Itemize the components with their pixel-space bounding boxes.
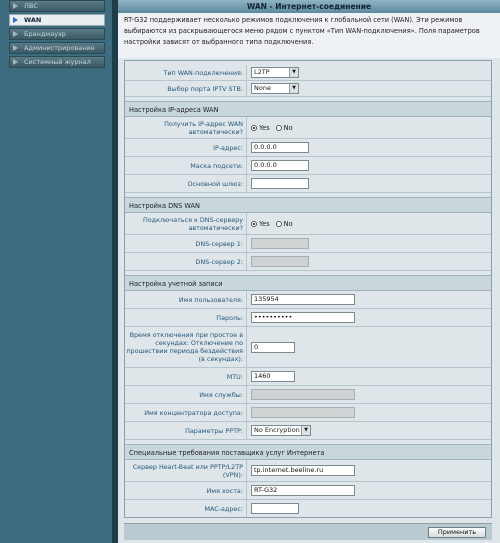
heartbeat-row: [125, 460, 491, 482]
iptv-port-row: [125, 81, 491, 97]
dns-auto-no-radio[interactable]: [276, 220, 293, 228]
wan-type-value: L2TP: [254, 68, 270, 76]
password-input[interactable]: ••••••••••: [251, 312, 355, 323]
arrow-icon: [13, 45, 18, 51]
dns-auto-yes-label: Yes: [259, 219, 270, 228]
sidebar-item-firewall[interactable]: [9, 28, 105, 40]
dns2-row: [125, 253, 491, 271]
gateway-input[interactable]: [251, 178, 309, 189]
footer-bar: [124, 523, 492, 540]
username-label: Имя пользователя:: [178, 295, 243, 304]
idle-time-input[interactable]: 0: [251, 342, 295, 353]
ip-address-label: IP-адрес:: [213, 143, 243, 152]
dns-section-title: Настройка DNS WAN: [125, 197, 491, 213]
dns1-label: DNS-сервер 1:: [195, 239, 243, 248]
pptp-options-select[interactable]: [251, 425, 311, 436]
dns2-input: [251, 256, 309, 267]
isp-section-title: Специальные требования поставщика услуг Интернета: [125, 444, 491, 460]
ip-auto-yes-radio[interactable]: [251, 124, 270, 132]
wan-type-label: Тип WAN-подключения:: [163, 68, 243, 77]
ip-auto-no-label: No: [283, 123, 293, 132]
arrow-icon: [13, 59, 18, 65]
heartbeat-input[interactable]: tp.internet.beeline.ru: [251, 465, 355, 476]
iptv-port-select[interactable]: [251, 83, 299, 94]
wan-type-row: [125, 65, 491, 81]
wan-type-select[interactable]: [251, 67, 299, 78]
chevron-down-icon: ▼: [289, 84, 298, 93]
gateway-row: [125, 175, 491, 193]
arrow-icon: [13, 17, 18, 23]
radio-unchecked-icon: [276, 125, 282, 131]
concentrator-row: [125, 404, 491, 422]
ip-auto-yes-label: Yes: [259, 123, 270, 132]
settings-table: [124, 60, 492, 518]
service-name-label: Имя службы:: [199, 390, 243, 399]
subnet-mask-input[interactable]: 0.0.0.0: [251, 160, 309, 171]
pptp-options-row: [125, 422, 491, 440]
sidebar-menu: [9, 0, 105, 70]
ip-section-title: Настройка IP-адреса WAN: [125, 101, 491, 117]
ip-address-input[interactable]: 0.0.0.0: [251, 142, 309, 153]
sidebar-item-label: Администрирование: [24, 44, 95, 52]
idle-time-label: Время отключения при простое в секундах: Отключение по прошествии периода бездействия (в секундах):: [126, 331, 243, 363]
iptv-port-value: None: [254, 84, 271, 92]
chevron-down-icon: ▼: [301, 426, 310, 435]
sidebar-item-label: ЛВС: [24, 2, 38, 10]
heartbeat-label: Сервер Heart-Beat или PPTP/L2TP (VPN):: [132, 462, 243, 479]
chevron-down-icon: ▼: [289, 68, 298, 77]
dns-auto-row: [125, 213, 491, 235]
sidebar-item-label: Брандмауэр: [24, 30, 66, 38]
mac-address-input[interactable]: [251, 503, 299, 514]
sidebar-item-label: Системный журнал: [24, 58, 91, 66]
radio-checked-icon: [251, 221, 257, 227]
subnet-mask-row: [125, 157, 491, 175]
iptv-port-label: Выбор порта IPTV STB:: [167, 84, 243, 93]
pptp-options-label: Параметры PPTP:: [185, 426, 243, 435]
dns1-row: [125, 235, 491, 253]
concentrator-input: [251, 407, 355, 418]
password-row: [125, 309, 491, 327]
sidebar-item-wan[interactable]: [9, 14, 105, 26]
page-description: RT-G32 поддерживает несколько режимов подключения к глобальной сети (WAN). Эти режимов выбираются из раскрывающегося меню рядом с пунктом «Тип WAN-подключения». Поля параметров настройки зависят от выбранного типа подключения.: [118, 13, 500, 58]
dns1-input: [251, 238, 309, 249]
radio-checked-icon: [251, 125, 257, 131]
mtu-input[interactable]: 1460: [251, 371, 295, 382]
dns-auto-yes-radio[interactable]: [251, 220, 270, 228]
password-label: Пароль:: [216, 313, 243, 322]
apply-button[interactable]: Применить: [428, 527, 486, 538]
dns-auto-label: Подключаться к DNS-серверу автоматически?: [142, 215, 243, 232]
sidebar-item-system-log[interactable]: [9, 56, 105, 68]
hostname-label: Имя хоста:: [206, 486, 243, 495]
ip-address-row: [125, 139, 491, 157]
mtu-label: MTU:: [226, 372, 243, 381]
sidebar-item-lan[interactable]: [9, 0, 105, 12]
account-section-title: Настройка учетной записи: [125, 275, 491, 291]
page-title: WAN - Интернет-соединение: [118, 0, 500, 13]
radio-unchecked-icon: [276, 221, 282, 227]
mtu-row: [125, 368, 491, 386]
ip-auto-label: Получить IP-адрес WAN автоматически?: [164, 119, 243, 136]
idle-time-row: [125, 327, 491, 368]
pptp-options-value: No Encryption: [254, 426, 300, 434]
ip-auto-row: [125, 117, 491, 139]
sidebar-item-administration[interactable]: [9, 42, 105, 54]
username-input[interactable]: 135954: [251, 294, 355, 305]
sidebar: [0, 0, 112, 543]
gateway-label: Основной шлюз:: [187, 179, 243, 188]
sidebar-item-label: WAN: [24, 16, 42, 24]
ip-auto-no-radio[interactable]: [276, 124, 293, 132]
mac-address-label: MAC-адрес:: [204, 504, 243, 513]
service-name-input: [251, 389, 355, 400]
main-panel: [118, 0, 500, 543]
dns-auto-no-label: No: [283, 219, 293, 228]
username-row: [125, 291, 491, 309]
arrow-icon: [13, 31, 18, 37]
mac-address-row: [125, 500, 491, 517]
subnet-mask-label: Маска подсети:: [190, 161, 243, 170]
hostname-row: [125, 482, 491, 500]
hostname-input[interactable]: RT-G32: [251, 485, 355, 496]
arrow-icon: [13, 3, 18, 9]
service-name-row: [125, 386, 491, 404]
dns2-label: DNS-сервер 2:: [195, 257, 243, 266]
concentrator-label: Имя концентратора доступа:: [144, 408, 243, 417]
